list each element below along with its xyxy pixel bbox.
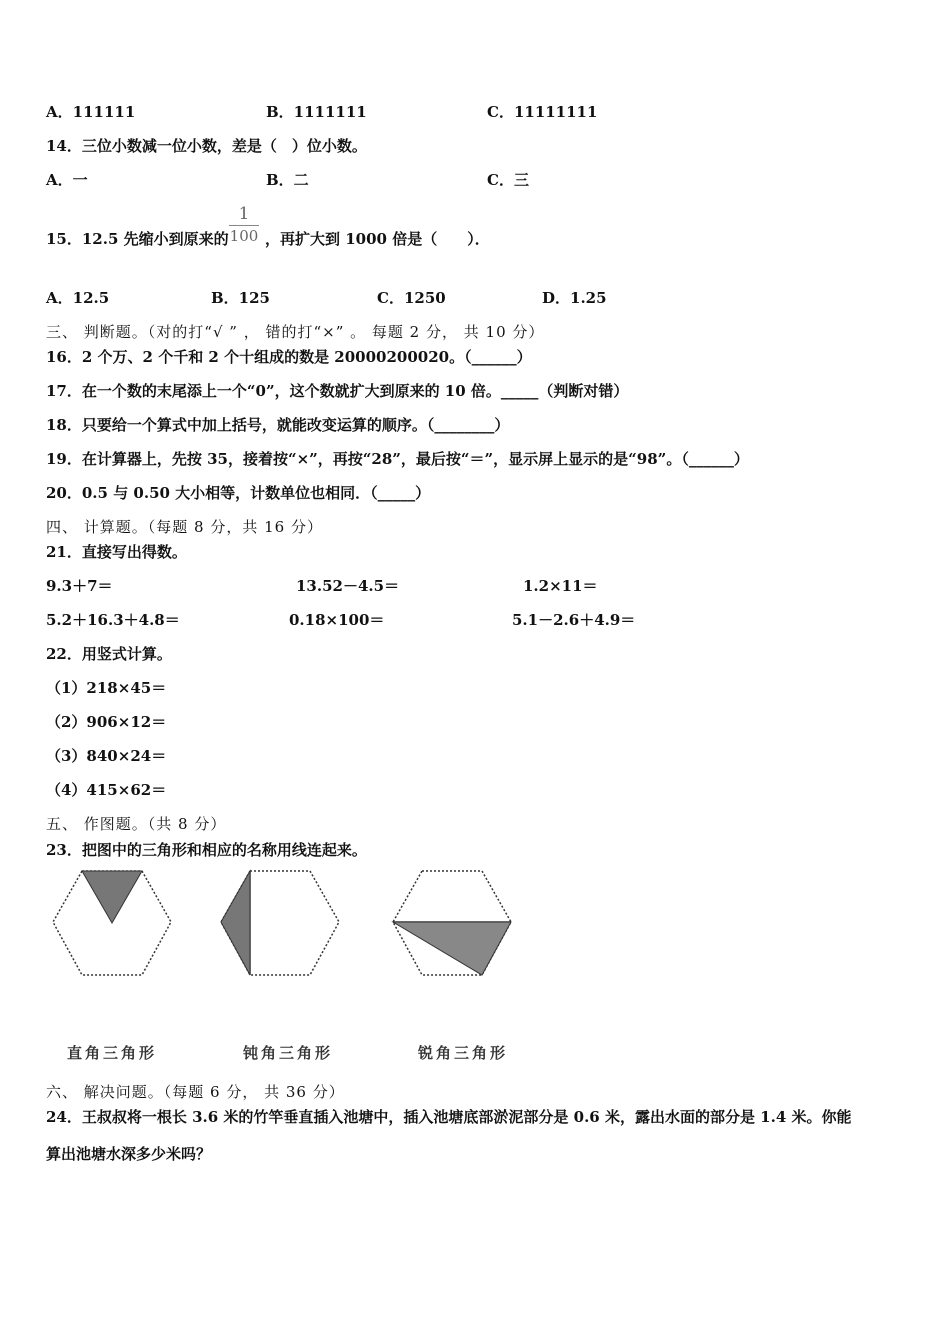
q18: 18．只要给一个算式中加上括号，就能改变运算的顺序。（________） [46, 416, 510, 434]
q21-stem: 21．直接写出得数。 [46, 543, 187, 561]
q21-item: 0.18×100＝ [289, 611, 385, 629]
q22-item: （4）415×62＝ [46, 781, 167, 799]
q15-fraction [229, 204, 259, 245]
q19: 19．在计算器上，先按 35，接着按“×”，再按“28”，最后按“＝”，显示屏上显示的是“98”。（______） [46, 450, 749, 468]
q21-item: 1.2×11＝ [523, 577, 598, 595]
q13-option-c: C．11111111 [487, 103, 598, 121]
hexagon-obtuse-triangle-figure [218, 868, 343, 978]
section-5-heading: 五、 作图题。（共 8 分） [46, 815, 227, 833]
fraction-bar [229, 225, 259, 226]
label-obtuse-triangle: 钝角三角形 [243, 1044, 334, 1062]
q15-option-d: D．1.25 [542, 289, 607, 307]
q15-stem-prefix: 15．12.5 先缩小到原来的 [46, 230, 229, 248]
section-3-heading: 三、 判断题。（对的打“√ ” ， 错的打“×” 。 每题 2 分， 共 10 分） [46, 323, 545, 341]
q24-line2: 算出池塘水深多少米吗？ [46, 1145, 212, 1163]
q23-stem: 23．把图中的三角形和相应的名称用线连起来。 [46, 841, 367, 859]
q22-item: （1）218×45＝ [46, 679, 167, 697]
q15-option-a: A．12.5 [46, 289, 110, 307]
q14-option-c: C．三 [487, 171, 529, 189]
q15-stem-suffix: ，再扩大到 1000 倍是（ ）． [265, 230, 490, 248]
q15-option-b: B．125 [211, 289, 270, 307]
q17: 17．在一个数的末尾添上一个“0”，这个数就扩大到原来的 10 倍。_____（判断对错） [46, 382, 629, 400]
q24-line1: 24．王叔叔将一根长 3.6 米的竹竿垂直插入池塘中，插入池塘底部淤泥部分是 0.6 米，露出水面的部分是 1.4 米。你能 [46, 1108, 852, 1126]
q15-fraction-denominator: 100 [229, 227, 259, 245]
q20: 20．0.5 与 0.50 大小相等，计数单位也相同．（_____） [46, 484, 431, 502]
q15-fraction-numerator: 1 [238, 204, 250, 224]
q21-item: 9.3＋7＝ [46, 577, 113, 595]
section-6-heading: 六、 解决问题。（每题 6 分， 共 36 分） [46, 1083, 345, 1101]
q13-option-b: B．1111111 [266, 103, 367, 121]
q14-option-a: A．一 [46, 171, 88, 189]
q21-item: 13.52－4.5＝ [296, 577, 400, 595]
q14-stem: 14．三位小数减一位小数，差是（ ）位小数。 [46, 137, 367, 155]
label-right-triangle: 直角三角形 [67, 1044, 158, 1062]
q22-item: （3）840×24＝ [46, 747, 167, 765]
section-4-heading: 四、 计算题。（每题 8 分，共 16 分） [46, 518, 323, 536]
hexagon-right-triangle-figure [50, 868, 175, 978]
q22-item: （2）906×12＝ [46, 713, 167, 731]
q22-stem: 22．用竖式计算。 [46, 645, 172, 663]
q21-item: 5.1－2.6＋4.9＝ [512, 611, 636, 629]
q21-item: 5.2＋16.3＋4.8＝ [46, 611, 180, 629]
q16: 16．2 个万、2 个千和 2 个十组成的数是 20000200020。（______） [46, 348, 532, 366]
hexagon-acute-triangle-figure [390, 868, 515, 978]
q14-option-b: B．二 [266, 171, 309, 189]
q15-option-c: C．1250 [377, 289, 446, 307]
q13-option-a: A．111111 [46, 103, 136, 121]
label-acute-triangle: 锐角三角形 [418, 1044, 509, 1062]
